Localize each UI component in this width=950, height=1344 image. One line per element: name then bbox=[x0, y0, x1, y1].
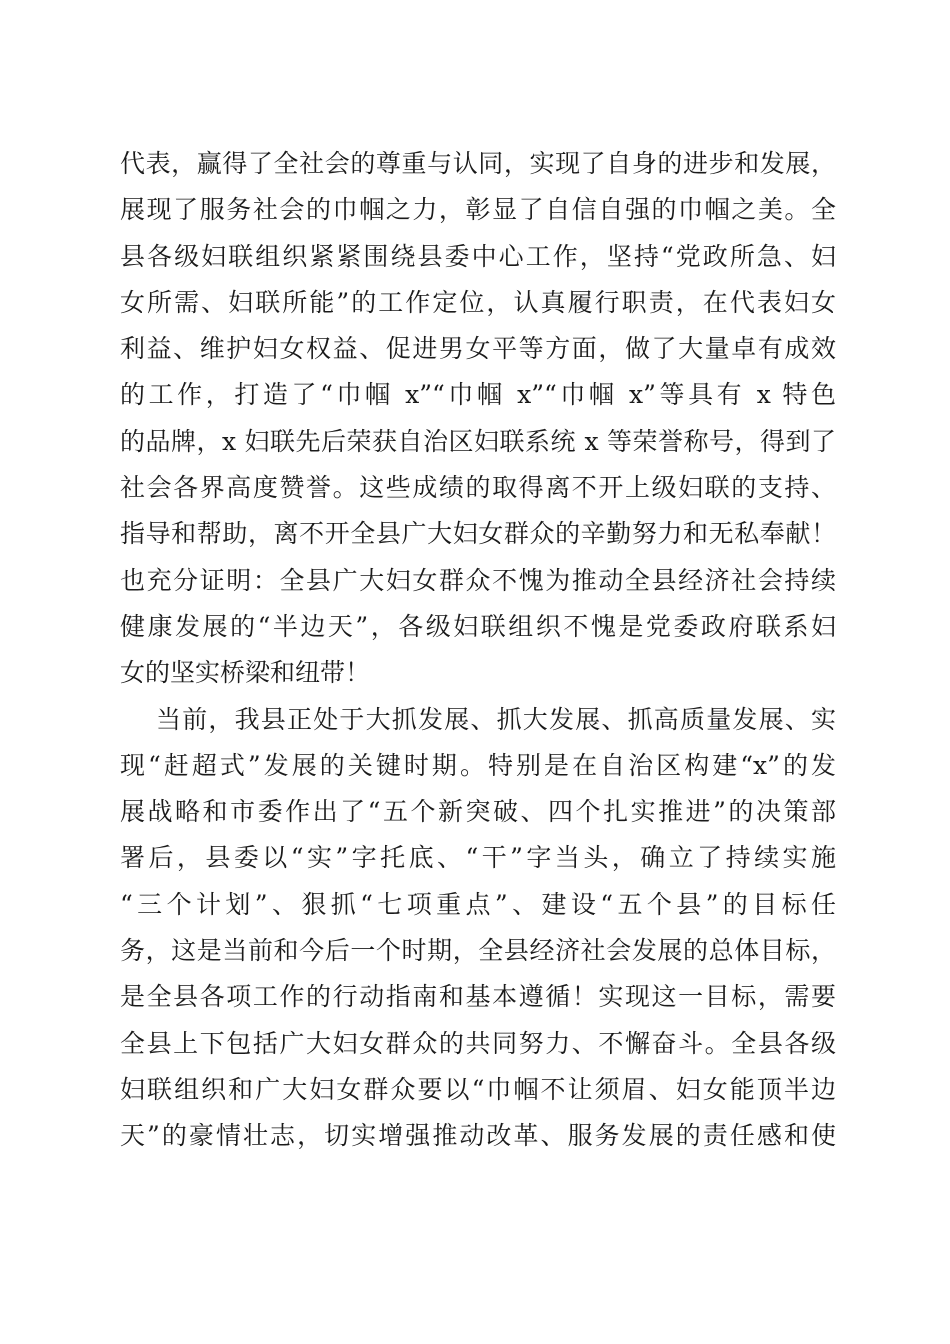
paragraph-1-line-3: 县各级妇联组织紧紧围绕县委中心工作，坚持“党政所急、妇 bbox=[120, 241, 836, 271]
paragraph-1-line-12: 女的坚实桥梁和纽带！ bbox=[120, 658, 371, 688]
paragraph-2-line-1: 当前，我县正处于大抓发展、抓大发展、抓高质量发展、实 bbox=[156, 704, 836, 734]
paragraph-1-line-11: 健康发展的“半边天”，各级妇联组织不愧是党委政府联系妇 bbox=[120, 611, 836, 641]
body-text bbox=[120, 141, 836, 1160]
paragraph-1-line-10: 也充分证明：全县广大妇女群众不愧为推动全县经济社会持续 bbox=[120, 565, 836, 595]
paragraph-1-line-4: 女所需、妇联所能”的工作定位，认真履行职责，在代表妇女 bbox=[120, 287, 836, 317]
paragraph-1-line-6: 的工作，打造了“巾帼 x”“巾帼 x”“巾帼 x”等具有 x 特色 bbox=[120, 380, 836, 410]
paragraph-1-line-5: 利益、维护妇女权益、促进男女平等方面，做了大量卓有成效 bbox=[120, 334, 836, 364]
paragraph-1-line-2: 展现了服务社会的巾帼之力，彰显了自信自强的巾帼之美。全 bbox=[120, 195, 836, 225]
paragraph-2-line-10: 天”的豪情壮志，切实增强推动改革、服务发展的责任感和使 bbox=[120, 1121, 836, 1151]
paragraph-2-line-2: 现“赶超式”发展的关键时期。特别是在自治区构建“x”的发 bbox=[120, 750, 836, 780]
paragraph-2-line-5: “三个计划”、狠抓“七项重点”、建设“五个县”的目标任 bbox=[120, 889, 836, 919]
paragraph-1-line-1: 代表，赢得了全社会的尊重与认同，实现了自身的进步和发展， bbox=[120, 149, 836, 178]
paragraph-2-line-8: 全县上下包括广大妇女群众的共同努力、不懈奋斗。全县各级 bbox=[120, 1028, 836, 1058]
paragraph-1-line-8: 社会各界高度赞誉。这些成绩的取得离不开上级妇联的支持、 bbox=[120, 473, 836, 503]
paragraph-2-line-4: 署后，县委以“实”字托底、“干”字当头，确立了持续实施 bbox=[120, 843, 836, 873]
paragraph-2-line-3: 展战略和市委作出了“五个新突破、四个扎实推进”的决策部 bbox=[120, 797, 836, 827]
paragraph-1-line-7: 的品牌，x 妇联先后荣获自治区妇联系统 x 等荣誉称号，得到了 bbox=[120, 426, 836, 456]
paragraph-2-line-7: 是全县各项工作的行动指南和基本遵循！实现这一目标，需要 bbox=[120, 982, 836, 1012]
paragraph-1-line-9: 指导和帮助，离不开全县广大妇女群众的辛勤努力和无私奉献！ bbox=[120, 519, 836, 549]
paragraph-2-line-6: 务，这是当前和今后一个时期，全县经济社会发展的总体目标， bbox=[120, 936, 836, 966]
paragraph-2-line-9: 妇联组织和广大妇女群众要以“巾帼不让须眉、妇女能顶半边 bbox=[120, 1074, 836, 1104]
